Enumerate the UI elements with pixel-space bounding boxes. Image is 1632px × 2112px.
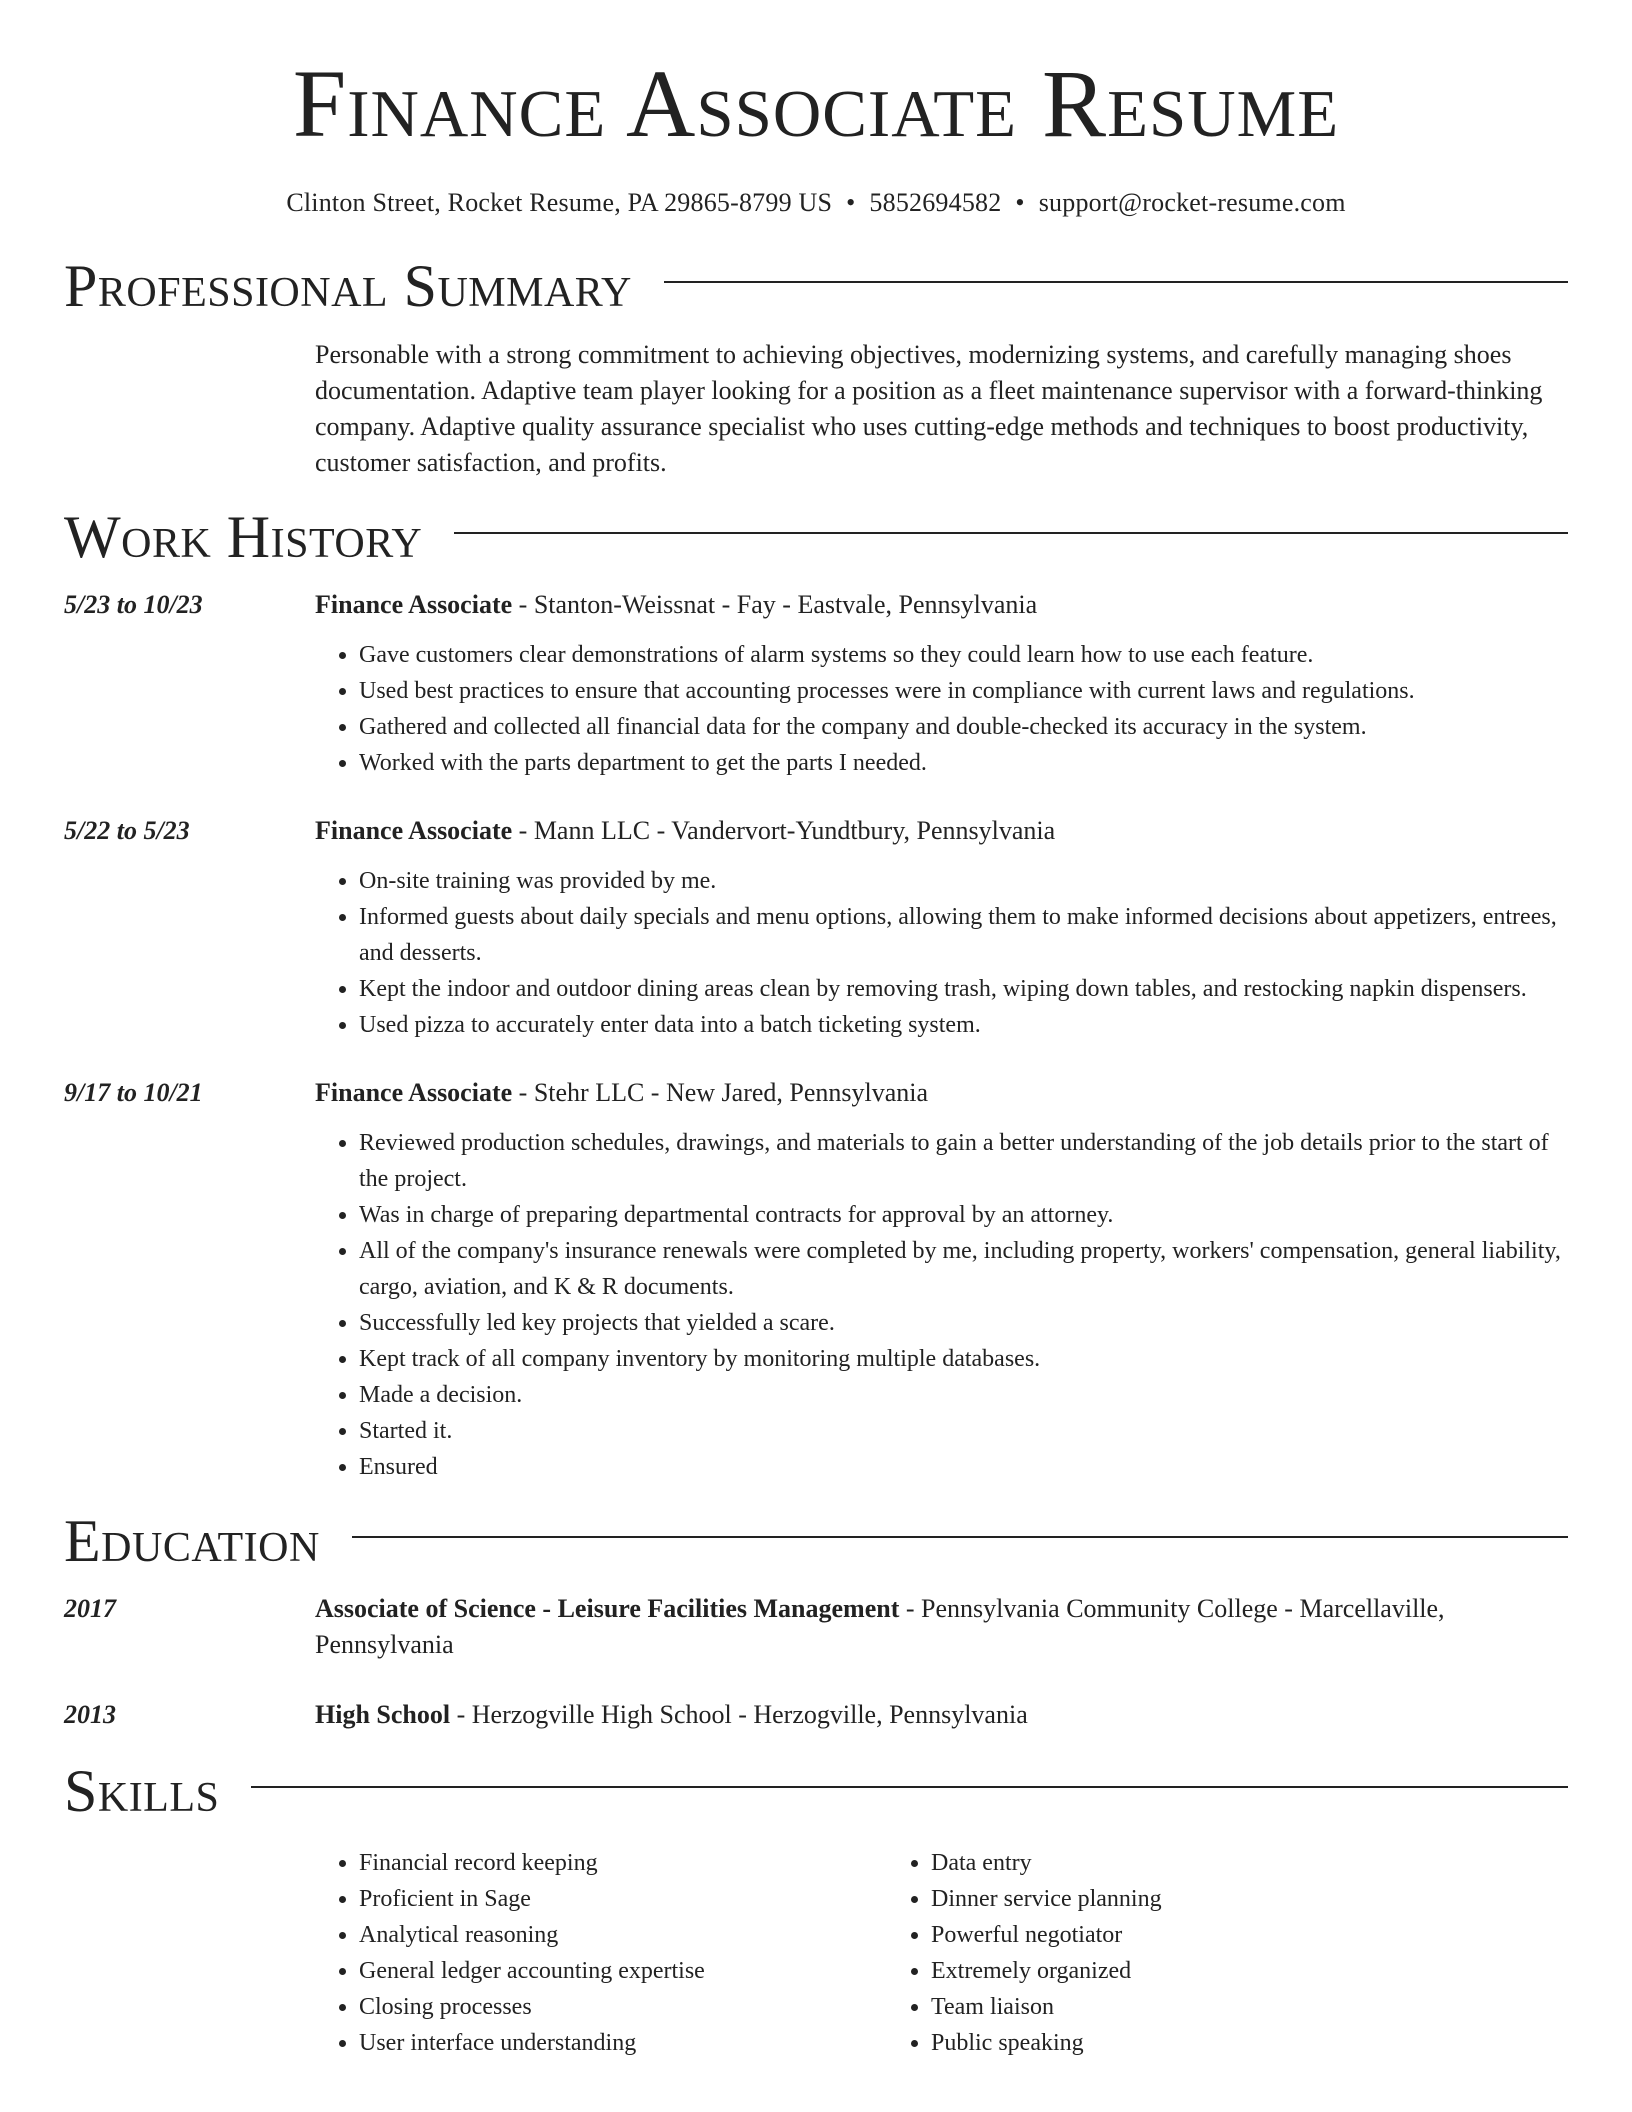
contact-email[interactable]: support@rocket-resume.com bbox=[1038, 188, 1346, 217]
education-degree: High School bbox=[315, 1700, 451, 1729]
list-item: • Proficient in Sage bbox=[359, 1881, 887, 1917]
contact-phone: 5852694582 bbox=[869, 188, 1002, 217]
job-title: Finance Associate bbox=[315, 1078, 513, 1107]
job-dates: 9/17 to 10/21 bbox=[64, 1078, 203, 1107]
section-title-skills: Skills bbox=[64, 1758, 220, 1824]
section-divider bbox=[454, 532, 1568, 534]
education-details: - Pennsylvania Community College - Marcellaville, Pennsylvania bbox=[315, 1594, 1445, 1659]
summary-text: Personable with a strong commitment to achieving objectives, modernizing systems, and carefully managing shoes documentation. Adaptive team player looking for a position as a fleet maintenance supervisor with a forward-thinking company. Adaptive quality assurance specialist who uses cutting-edge methods and techniques to boost productivity, customer satisfaction, and profits. bbox=[315, 340, 1543, 477]
page-title: Finance Associate Resume bbox=[292, 50, 1340, 157]
section-header bbox=[64, 253, 1568, 319]
work-history-section bbox=[64, 504, 1568, 1485]
list-item: • On-site training was provided by me. bbox=[359, 863, 1568, 899]
contact-separator: • bbox=[846, 188, 856, 217]
list-item: • Worked with the parts department to get the parts I needed. bbox=[359, 745, 1568, 781]
education-entry bbox=[64, 1697, 1568, 1733]
list-item: • Team liaison bbox=[931, 1989, 1459, 2025]
education-section bbox=[64, 1508, 1568, 1733]
job-entry bbox=[64, 1075, 1568, 1485]
list-item: • Used pizza to accurately enter data into a batch ticketing system. bbox=[359, 1007, 1568, 1043]
summary-section bbox=[64, 253, 1568, 481]
list-item: • Dinner service planning bbox=[931, 1881, 1459, 1917]
section-divider bbox=[352, 1536, 1568, 1538]
list-item: • Used best practices to ensure that accounting processes were in compliance with current laws and regulations. bbox=[359, 673, 1568, 709]
job-header bbox=[315, 813, 1568, 849]
skills-list-right bbox=[887, 1845, 1459, 2061]
education-year: 2013 bbox=[64, 1700, 116, 1729]
list-item: • Analytical reasoning bbox=[359, 1917, 887, 1953]
job-dates: 5/23 to 10/23 bbox=[64, 590, 203, 619]
section-header bbox=[64, 1508, 1568, 1574]
list-item: • Ensured bbox=[359, 1449, 1568, 1485]
list-item: • Was in charge of preparing departmental contracts for approval by an attorney. bbox=[359, 1197, 1568, 1233]
section-divider bbox=[251, 1786, 1568, 1788]
date-spacer bbox=[64, 337, 315, 481]
job-title: Finance Associate bbox=[315, 590, 513, 619]
list-item: • Closing processes bbox=[359, 1989, 887, 2025]
list-item: • User interface understanding bbox=[359, 2025, 887, 2061]
list-item: • All of the company's insurance renewals were completed by me, including property, workers' compensation, general liability, cargo, aviation, and K & R documents. bbox=[359, 1233, 1568, 1305]
list-item: • Public speaking bbox=[931, 2025, 1459, 2061]
list-item: • Kept track of all company inventory by monitoring multiple databases. bbox=[359, 1341, 1568, 1377]
section-title-summary: Professional Summary bbox=[64, 253, 632, 319]
job-entry bbox=[64, 587, 1568, 781]
job-details: - Mann LLC - Vandervort-Yundtbury, Pennsylvania bbox=[512, 816, 1056, 845]
job-details: - Stanton-Weissnat - Fay - Eastvale, Pennsylvania bbox=[512, 590, 1038, 619]
list-item: • Started it. bbox=[359, 1413, 1568, 1449]
education-degree: Associate of Science - Leisure Facilities Management bbox=[315, 1594, 900, 1623]
education-year: 2017 bbox=[64, 1594, 116, 1623]
job-bullets bbox=[315, 1125, 1568, 1485]
list-item: • Gave customers clear demonstrations of alarm systems so they could learn how to use each feature. bbox=[359, 637, 1568, 673]
section-title-work-history: Work History bbox=[64, 504, 423, 570]
job-header bbox=[315, 587, 1568, 623]
education-line bbox=[315, 1697, 1568, 1733]
job-title: Finance Associate bbox=[315, 816, 513, 845]
contact-separator: • bbox=[1015, 188, 1025, 217]
list-item: • Powerful negotiator bbox=[931, 1917, 1459, 1953]
contact-address: Clinton Street, Rocket Resume, PA 29865-8799 US bbox=[286, 188, 833, 217]
contact-line bbox=[0, 188, 1632, 218]
list-item: • Kept the indoor and outdoor dining areas clean by removing trash, wiping down tables, and restocking napkin dispensers. bbox=[359, 971, 1568, 1007]
job-bullets bbox=[315, 637, 1568, 781]
education-line bbox=[315, 1591, 1568, 1663]
job-dates: 5/22 to 5/23 bbox=[64, 816, 190, 845]
list-item: • Made a decision. bbox=[359, 1377, 1568, 1413]
section-header bbox=[64, 1758, 1568, 1824]
list-item: • Informed guests about daily specials and menu options, allowing them to make informed decisions about appetizers, entrees, and desserts. bbox=[359, 899, 1568, 971]
skills-list-left bbox=[315, 1845, 887, 2061]
job-entry bbox=[64, 813, 1568, 1043]
section-header bbox=[64, 504, 1568, 570]
job-bullets bbox=[315, 863, 1568, 1043]
job-details: - Stehr LLC - New Jared, Pennsylvania bbox=[512, 1078, 929, 1107]
education-details: - Herzogville High School - Herzogville, Pennsylvania bbox=[450, 1700, 1028, 1729]
skills-columns bbox=[315, 1845, 1568, 2061]
education-entry bbox=[64, 1591, 1568, 1663]
list-item: • Financial record keeping bbox=[359, 1845, 887, 1881]
job-header bbox=[315, 1075, 1568, 1111]
list-item: • Data entry bbox=[931, 1845, 1459, 1881]
list-item: • Reviewed production schedules, drawings, and materials to gain a better understanding of the job details prior to the start of the project. bbox=[359, 1125, 1568, 1197]
section-title-education: Education bbox=[64, 1508, 320, 1574]
list-item: • Gathered and collected all financial data for the company and double-checked its accuracy in the system. bbox=[359, 709, 1568, 745]
list-item: • Successfully led key projects that yielded a scare. bbox=[359, 1305, 1568, 1341]
date-spacer bbox=[64, 1845, 315, 2061]
list-item: • General ledger accounting expertise bbox=[359, 1953, 887, 1989]
section-divider bbox=[664, 281, 1568, 283]
skills-section bbox=[64, 1758, 1568, 2061]
list-item: • Extremely organized bbox=[931, 1953, 1459, 1989]
